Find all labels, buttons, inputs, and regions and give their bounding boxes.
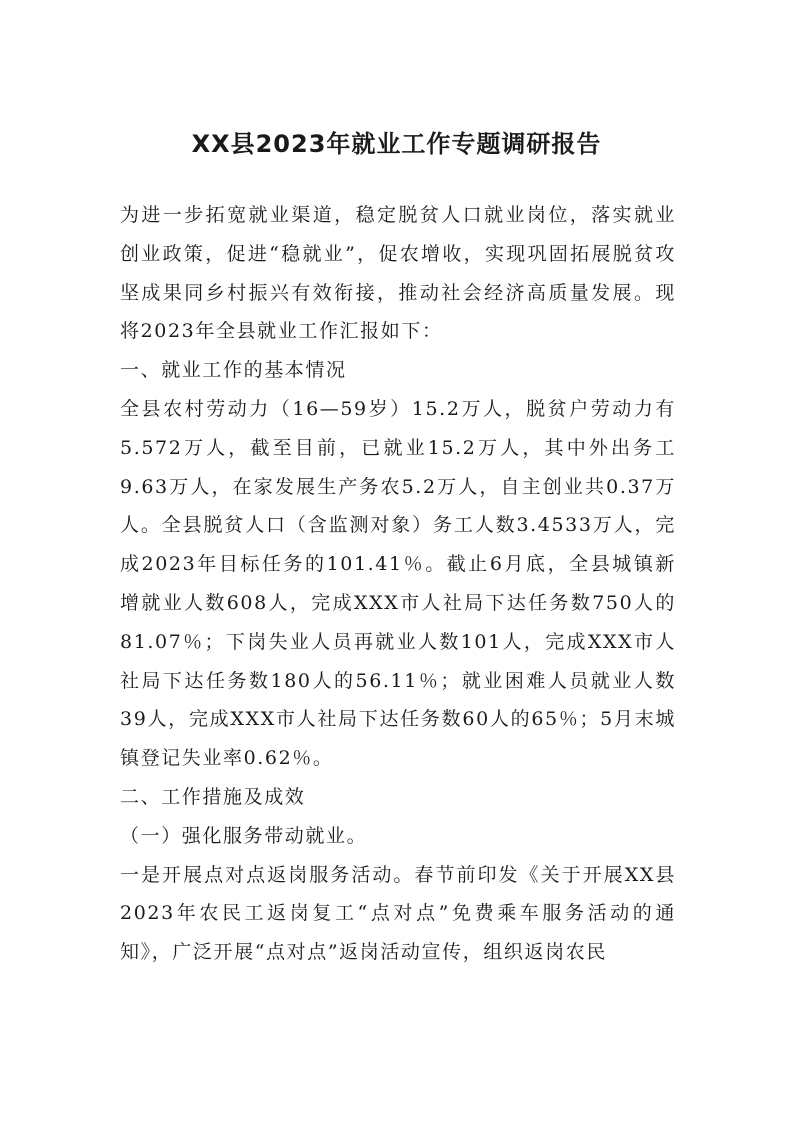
section-heading-measures: 二、工作措施及成效 xyxy=(120,785,306,808)
document-body xyxy=(120,196,676,972)
basic-situation-paragraph: 全县农村劳动力（16—59岁）15.2万人，脱贫户劳动力有5.572万人，截至目前，已就业15.2万人，其中外出务工9.63万人，在家发展生产务农5.2万人，自主创业共0.37万人。全县脱贫人口（含监测对象）务工人数3.4533万人，完成2023年目标任务的101.41％。截止6月底，全县城镇新增就业人数608人，完成XXX市人社局下达任务数750人的81.07％；下岗失业人员再就业人数101人，完成XXX市人社局下达任务数180人的56.11％；就业困难人员就业人数39人，完成XXX市人社局下达任务数60人的65％；5月末城镇登记失业率0.62％。 xyxy=(120,397,676,770)
document-title: XX县2023年就业工作专题调研报告 xyxy=(191,130,602,158)
intro-paragraph: 为进一步拓宽就业渠道，稳定脱贫人口就业岗位，落实就业创业政策，促进“稳就业”，促农增收，实现巩固拓展脱贫攻坚成果同乡村振兴有效衔接，推动社会经济高质量发展。现将2023年全县就业工作汇报如下： xyxy=(120,204,676,343)
subsection-heading-service: （一）强化服务带动就业。 xyxy=(120,824,368,847)
service-paragraph: 一是开展点对点返岗服务活动。春节前印发《关于开展XX县2023年农民工返岗复工“点对点”免费乘车服务活动的通知》，广泛开展“点对点”返岗活动宣传，组织返岗农民 xyxy=(120,863,676,964)
section-heading-basic-situation: 一、就业工作的基本情况 xyxy=(120,359,347,382)
